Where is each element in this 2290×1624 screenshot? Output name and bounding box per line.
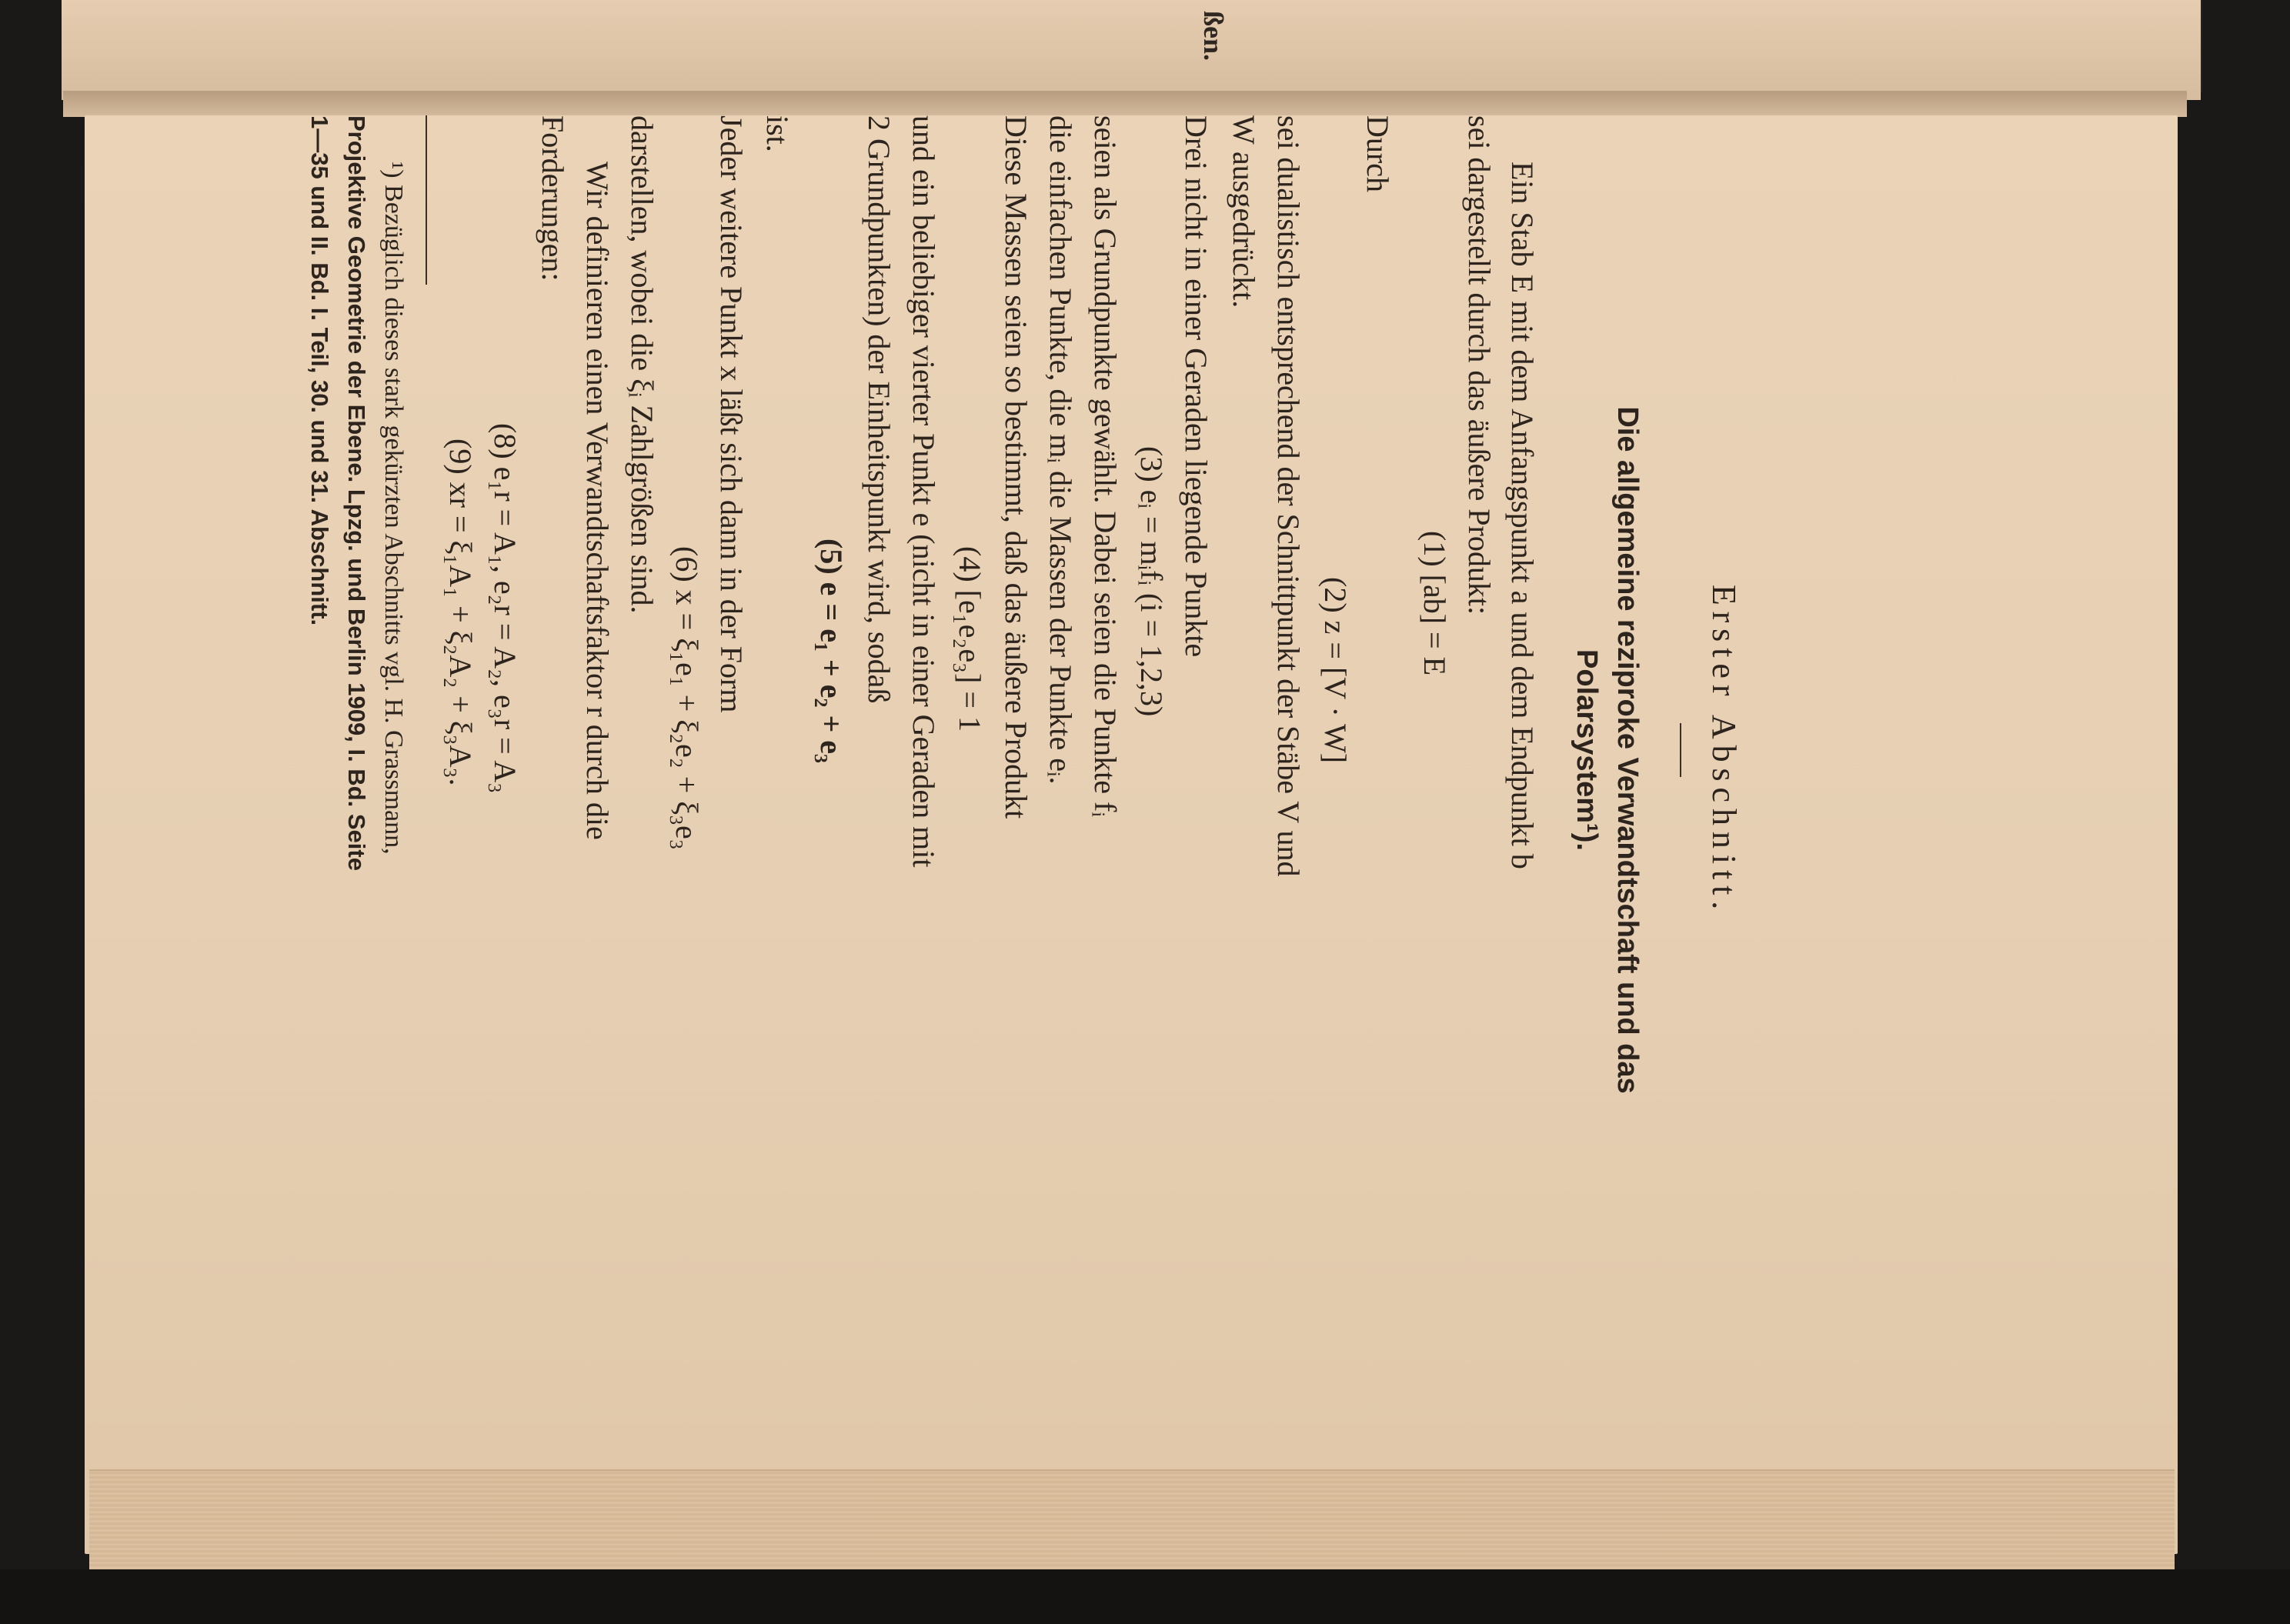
title-rule <box>1680 723 1681 777</box>
paragraph-line: ist. <box>760 115 795 152</box>
paragraph-line: Durch <box>1360 115 1395 192</box>
spine-shadow <box>63 91 2187 117</box>
paragraph-line: W ausgedrückt. <box>1227 115 1261 308</box>
paragraph-line: seien als Grundpunkte gewählt. Dabei seien die Punkte fᵢ <box>1088 115 1123 817</box>
section-title: Erster Abschnitt. <box>1705 584 1743 916</box>
paragraph-line: Wir definieren einen Verwandtschaftsfaktor r durch die <box>580 162 615 840</box>
chapter-heading-line1: Die allgemeine reziproke Verwandtschaft und das <box>1611 406 1644 1094</box>
previous-page-fragment: ßen. <box>1198 11 1229 62</box>
paragraph-line: Drei nicht in einer Geraden liegende Punkte <box>1179 115 1213 658</box>
page-text-block <box>306 115 1747 1385</box>
paragraph-line: und ein beliebiger vierter Punkt e (nicht in einer Geraden mit <box>906 115 941 868</box>
footnote-line: ¹) Bezüglich dieses stark gekürzten Abschnitts vgl. H. Grassmann, <box>379 162 408 855</box>
page-fore-edge <box>89 1469 2175 1579</box>
equation-5: (5) e = e₁ + e₂ + e₃ <box>814 539 849 764</box>
previous-page-edge <box>62 0 2201 100</box>
equation-1: (1) [ab] = E <box>1417 531 1452 676</box>
paragraph-line: darstellen, wobei die ξᵢ Zahlgrößen sind. <box>625 115 659 614</box>
paragraph-line: die einfachen Punkte, die mᵢ die Massen der Punkte eᵢ. <box>1043 115 1078 785</box>
footnote-line: 1—35 und II. Bd. I. Teil, 30. und 31. Abschnitt. <box>306 115 333 626</box>
footnote-line: Projektive Geometrie der Ebene. Lpzg. und Berlin 1909, I. Bd. Seite <box>343 115 370 871</box>
paragraph-line: Diese Massen seien so bestimmt, daß das äußere Produkt <box>999 115 1033 819</box>
paragraph-line: 2 Grundpunkten) der Einheitspunkt wird, sodaß <box>862 115 896 704</box>
equation-6: (6) x = ξ₁e₁ + ξ₂e₂ + ξ₃e₃ <box>669 546 704 850</box>
paragraph-line: sei dualistisch entsprechend der Schnittpunkt der Stäbe V und <box>1271 115 1306 877</box>
equation-3: (3) eᵢ = mᵢfᵢ (i = 1,2,3) <box>1134 446 1169 717</box>
chapter-heading-line2: Polarsystem¹). <box>1571 649 1603 851</box>
paragraph-line: sei dargestellt durch das äußere Produkt: <box>1462 115 1497 615</box>
paragraph-line: Ein Stab E mit dem Anfangspunkt a und dem Endpunkt b <box>1505 162 1540 869</box>
paragraph-line: Jeder weitere Punkt x läßt sich dann in der Form <box>714 115 749 713</box>
equation-4: (4) [e₁e₂e₃] = 1 <box>953 546 987 732</box>
paragraph-line: Forderungen: <box>536 115 570 282</box>
equation-9: (9) xr = ξ₁A₁ + ξ₂A₂ + ξ₃A₃. <box>443 439 478 786</box>
footnote-rule <box>426 115 427 285</box>
equation-2: (2) z = [V · W] <box>1318 577 1353 764</box>
equation-8: (8) e₁r = A₁, e₂r = A₂, e₃r = A₃ <box>488 423 522 794</box>
book-cover-bottom <box>0 1569 2290 1624</box>
